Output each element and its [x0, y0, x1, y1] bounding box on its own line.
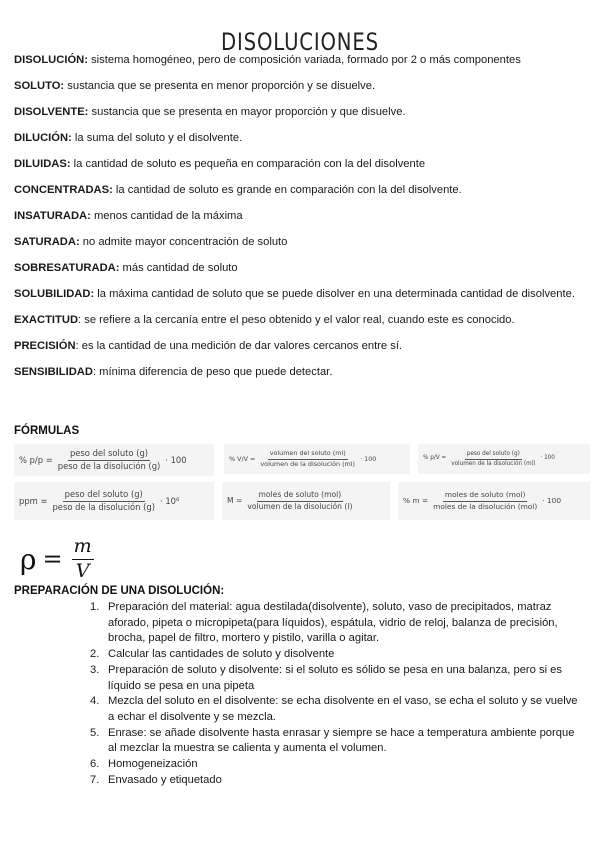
formula-factor: · 10⁶	[160, 495, 180, 506]
step-number: 7.	[90, 773, 100, 786]
definition-text: la suma del soluto y el disolvente.	[71, 132, 243, 144]
formula-fraction	[56, 449, 163, 471]
step-text: Calcular las cantidades de soluto y disolvente	[108, 648, 335, 661]
definition-term: DILUIDAS:	[14, 158, 71, 170]
formula-denominator: volumen de la disolución (ml)	[260, 459, 356, 468]
step-text: Preparación del material: agua destilada(disolvente), soluto, vaso de precipitados, matraz aforado, pipeta o micropipeta(para líquidos), espátula, vidrio de reloj, balanza de precisión, brocha, papel de filtro, mortero y pistilo, varilla o agitar.	[108, 601, 558, 645]
formula-factor: · 100	[165, 454, 187, 465]
formula-denominator: peso de la disolución (g)	[57, 460, 161, 471]
formula-denominator: moles de la disolución (mol)	[433, 501, 538, 511]
formula-fraction	[431, 491, 539, 511]
definition-item	[14, 131, 586, 145]
definition-item	[14, 157, 586, 171]
definition-term: CONCENTRADAS:	[14, 184, 113, 196]
formula-lhs: ppm =	[19, 495, 48, 506]
formula-lhs: % V/V =	[229, 454, 256, 463]
formula-numerator: peso del soluto (g)	[465, 451, 522, 460]
density-fraction	[72, 536, 94, 583]
definition-text: sustancia que se presenta en mayor proporción y que disuelve.	[88, 106, 406, 118]
formula-percent-mass-volume	[418, 444, 590, 474]
list-item	[90, 647, 584, 663]
step-text: Mezcla del soluto en el disolvente: se echa disolvente en el vaso, se echa el soluto y se vuelve a echar el disolvente y se mezcla.	[108, 695, 578, 723]
definition-text: sustancia que se presenta en menor proporción y se disuelve.	[64, 80, 376, 92]
formula-percent-moles	[398, 482, 590, 520]
formula-fraction	[245, 491, 354, 511]
definition-text: no admite mayor concentración de soluto	[79, 236, 288, 248]
step-text: Enrase: se añade disolvente hasta enrasar y siempre se hace a temperatura ambiente porque al mezclar la muestra se calienta y aumenta el volumen.	[108, 726, 575, 755]
definition-item	[14, 183, 586, 197]
formula-density	[20, 536, 97, 583]
definition-item	[14, 79, 586, 93]
formula-fraction	[258, 450, 357, 468]
preparation-heading: PREPARACIÓN DE UNA DISOLUCIÓN:	[14, 585, 225, 597]
list-item	[90, 600, 584, 647]
list-item	[90, 663, 584, 694]
step-text: Homogeneización	[108, 758, 198, 771]
definition-text: sistema homogéneo, pero de composición variada, formado por 2 o más componentes	[87, 54, 521, 66]
formula-lhs: % p/V =	[423, 455, 447, 462]
density-denominator: V	[75, 559, 90, 582]
definition-term: SOBRESATURADA:	[14, 262, 120, 274]
formula-factor: · 100	[540, 455, 555, 462]
definition-item	[14, 287, 586, 301]
definition-item	[14, 235, 586, 249]
definition-item	[14, 261, 586, 275]
definition-item	[14, 339, 586, 353]
step-number: 1.	[90, 601, 100, 613]
definition-term: SOLUTO:	[14, 80, 65, 92]
definition-text: la cantidad de soluto es grande en comparación con la del disolvente.	[112, 184, 462, 196]
equals-sign: =	[42, 545, 63, 574]
definition-term: DILUCIÓN:	[14, 132, 72, 144]
formula-denominator: volumen de la disolución (ml)	[451, 460, 536, 467]
formula-lhs: % p/p =	[19, 454, 53, 465]
formula-lhs: % m =	[403, 496, 429, 506]
formula-numerator: moles de soluto (mol)	[443, 491, 528, 502]
definition-text: : se refiere a la cercanía entre el peso obtenido y el valor real, cuando este es conocido.	[78, 314, 515, 326]
formula-fraction	[449, 451, 537, 467]
definition-text: más cantidad de soluto	[119, 262, 238, 274]
formula-denominator: peso de la disolución (g)	[52, 501, 155, 512]
formula-percent-mass	[14, 444, 214, 476]
definition-item	[14, 313, 586, 327]
formula-factor: · 100	[360, 454, 377, 463]
list-item	[90, 694, 584, 725]
definition-text: la cantidad de soluto es pequeña en comparación con la del disolvente	[70, 158, 426, 170]
list-item	[90, 773, 584, 789]
definition-item	[14, 53, 586, 67]
formula-numerator: volumen del soluto (ml)	[268, 450, 348, 459]
definition-item	[14, 105, 586, 119]
formula-numerator: peso del soluto (g)	[68, 449, 150, 461]
step-text: Preparación de soluto y disolvente: si el soluto es sólido se pesa en una balanza, pero si es líquido se pesa en una pipeta	[108, 663, 562, 692]
step-text: Envasado y etiquetado	[108, 773, 222, 786]
page-title: DISOLUCIONES	[221, 28, 379, 57]
formula-molarity	[222, 482, 390, 520]
definition-text: menos cantidad de la máxima	[90, 210, 243, 222]
step-number: 6.	[90, 758, 100, 771]
definition-term: PRECISIÓN	[14, 340, 76, 352]
definitions-list	[14, 53, 586, 391]
definition-term: EXACTITUD	[14, 314, 79, 326]
list-item	[90, 726, 584, 757]
definition-term: INSATURADA:	[14, 210, 91, 222]
preparation-steps	[90, 600, 584, 788]
definition-text: : mínima diferencia de peso que puede detectar.	[92, 366, 333, 378]
list-item	[90, 757, 584, 773]
definition-item	[14, 365, 586, 379]
step-number: 3.	[90, 663, 100, 676]
step-number: 5.	[90, 726, 100, 739]
step-number: 4.	[90, 695, 100, 708]
formula-numerator: moles de soluto (mol)	[257, 491, 344, 502]
formula-ppm	[14, 482, 214, 520]
density-symbol: ρ	[20, 542, 37, 576]
formula-factor: · 100	[542, 496, 562, 506]
definition-item	[14, 209, 586, 223]
definition-term: DISOLVENTE:	[14, 106, 89, 118]
definition-term: SOLUBILIDAD:	[14, 288, 95, 300]
formulas-heading: FÓRMULAS	[14, 425, 80, 437]
formula-fraction	[50, 490, 157, 512]
formula-lhs: M =	[227, 496, 243, 506]
formula-numerator: peso del soluto (g)	[63, 490, 145, 502]
formula-denominator: volumen de la disolución (l)	[247, 501, 353, 511]
definition-text: la máxima cantidad de soluto que se puede disolver en una determinada cantidad de disolvente.	[94, 288, 575, 300]
definition-term: SATURADA:	[14, 236, 80, 248]
density-numerator: m	[72, 536, 94, 560]
step-number: 2.	[90, 648, 100, 661]
formula-percent-volume	[224, 444, 410, 474]
definition-term: DISOLUCIÓN:	[14, 54, 88, 66]
definition-text: : es la cantidad de una medición de dar valores cercanos entre sí.	[75, 340, 403, 352]
definition-term: SENSIBILIDAD	[14, 366, 93, 378]
